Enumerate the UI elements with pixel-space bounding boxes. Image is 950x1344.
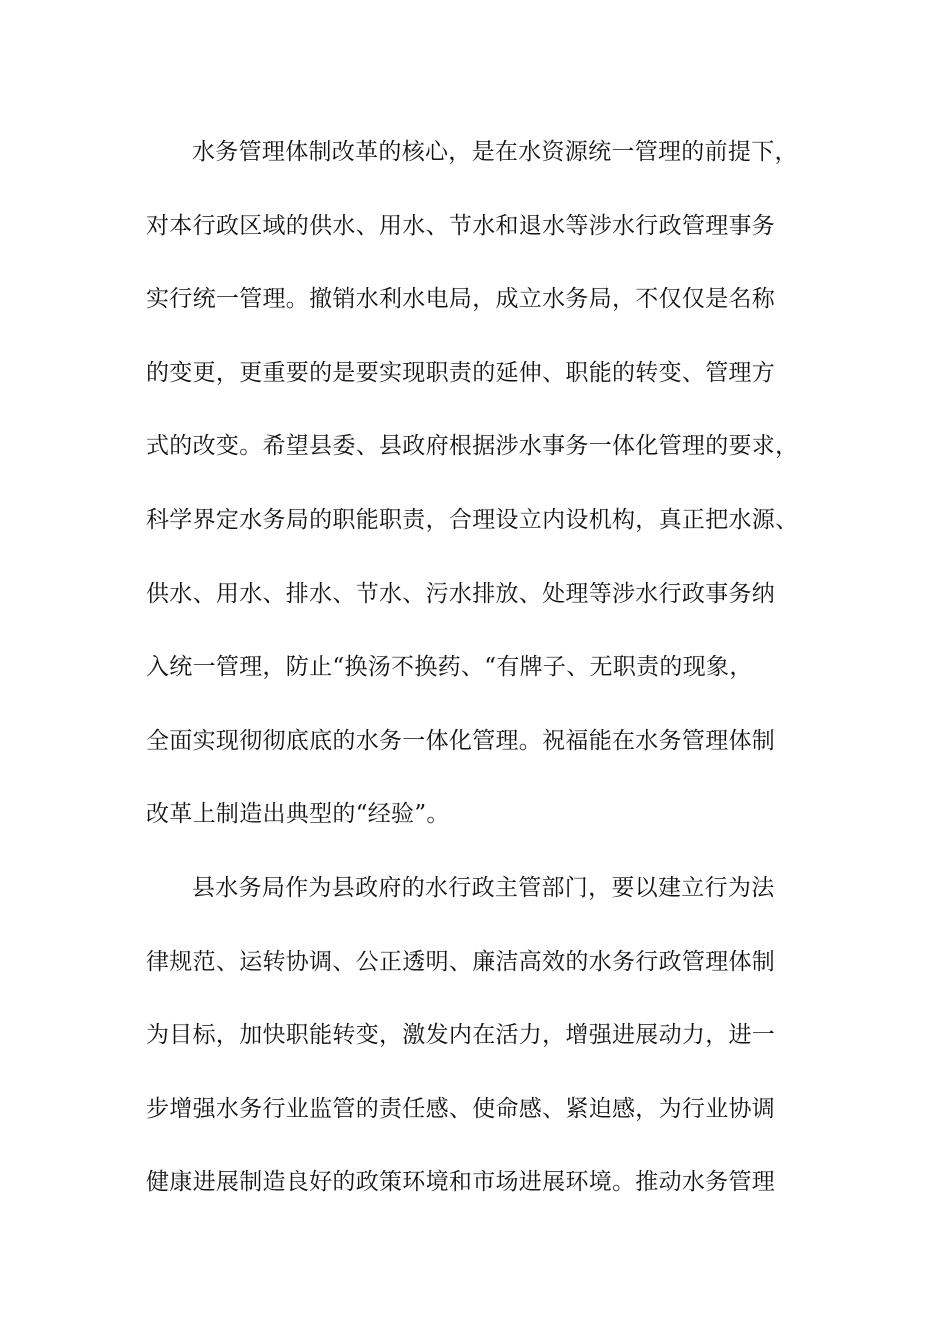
text-line: 水务管理体制改革的核心，是在水资源统一管理的前提下， bbox=[192, 139, 798, 165]
text-line: 改革上制造出典型的“经验”。 bbox=[146, 801, 450, 828]
text-line: 实行统一管理。撤销水利水电局，成立水务局，不仅仅是名称 bbox=[146, 286, 776, 313]
text-line: 为目标，加快职能转变，激发内在活力，增强进展动力，进一 bbox=[146, 1022, 776, 1049]
text-line: 科学界定水务局的职能职责，合理设立内设机构，真正把水源、 bbox=[146, 506, 799, 533]
text-line: 对本行政区域的供水、用水、节水和退水等涉水行政管理事务 bbox=[146, 212, 776, 239]
paragraph-2 bbox=[146, 864, 836, 1232]
text-line: 步增强水务行业监管的责任感、使命感、紧迫感，为行业协调 bbox=[146, 1095, 776, 1122]
text-line: 入统一管理，防止“换汤不换药、“有牌子、无职责的现象， bbox=[146, 654, 753, 681]
text-line: 供水、用水、排水、节水、污水排放、处理等涉水行政事务纳 bbox=[146, 580, 776, 607]
text-line: 的变更，更重要的是要实现职责的延伸、职能的转变、管理方 bbox=[146, 359, 776, 386]
text-line: 健康进展制造良好的政策环境和市场进展环境。推动水务管理 bbox=[146, 1169, 776, 1196]
document-body bbox=[146, 128, 836, 1232]
text-line: 律规范、运转协调、公正透明、廉洁高效的水务行政管理体制 bbox=[146, 948, 776, 975]
text-line: 县水务局作为县政府的水行政主管部门，要以建立行为法 bbox=[192, 874, 775, 901]
text-line: 式的改变。希望县委、县政府根据涉水事务一体化管理的要求， bbox=[146, 433, 799, 460]
paragraph-1 bbox=[146, 128, 836, 864]
text-line: 全面实现彻彻底底的水务一体化管理。祝福能在水务管理体制 bbox=[146, 727, 776, 754]
